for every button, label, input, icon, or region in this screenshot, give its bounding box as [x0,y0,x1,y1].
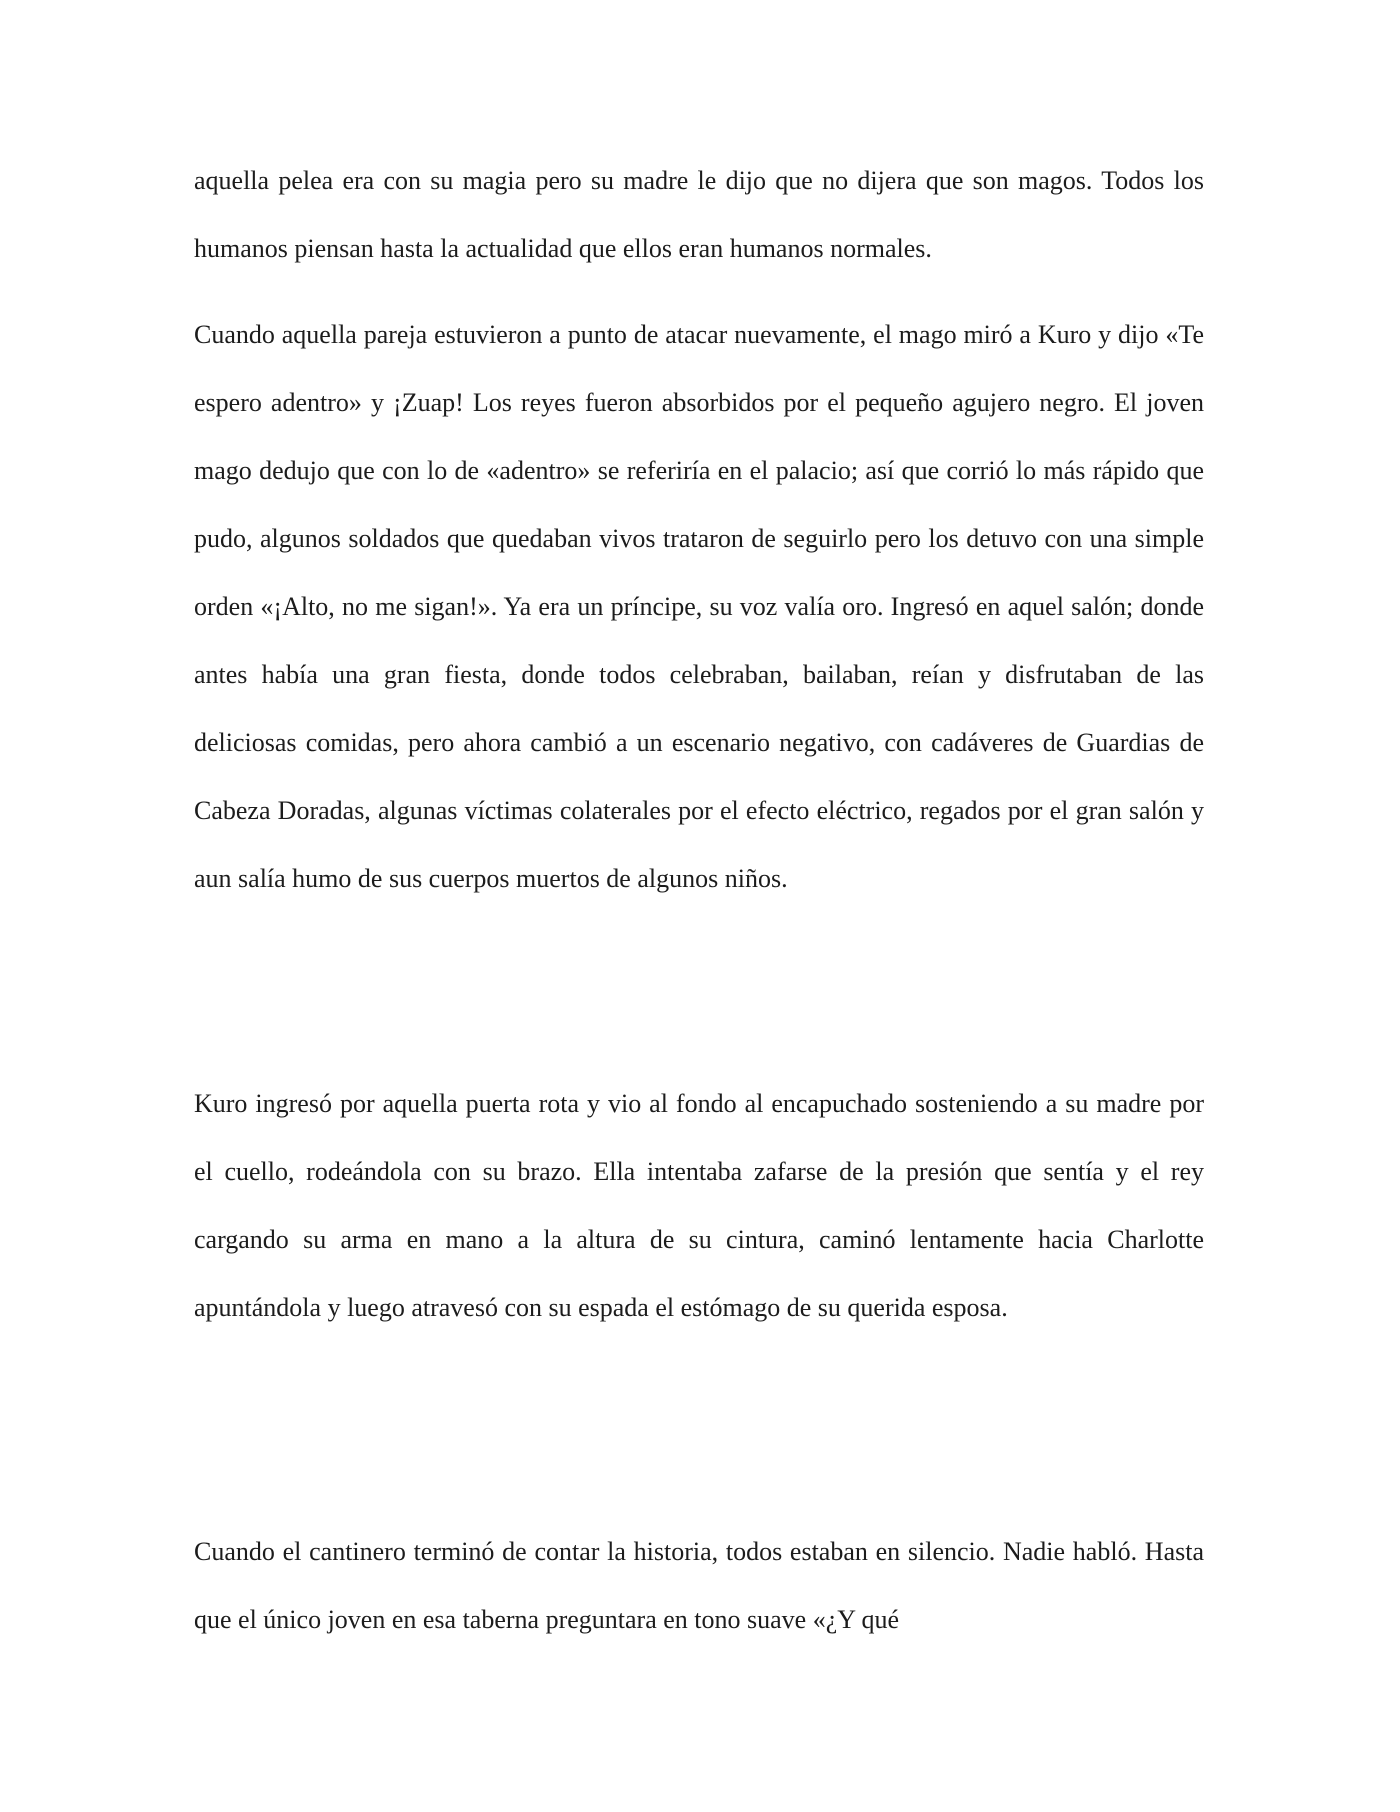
body-text-block [194,1518,1204,1654]
paragraph: Cuando el cantinero terminó de contar la historia, todos estaban en silencio. Nadie habló. Hasta que el único joven en esa taberna preguntara en tono suave «¿Y qué [194,1537,1204,1634]
body-text-block [194,147,1204,283]
paragraph: Cuando aquella pareja estuvieron a punto de atacar nuevamente, el mago miró a Kuro y dijo «Te espero adentro» y ¡Zuap! Los reyes fueron absorbidos por el pequeño agujero negro. El joven mago dedujo que con lo de «adentro» se referiría en el palacio; así que corrió lo más rápido que pudo, algunos soldados que quedaban vivos trataron de seguirlo pero los detuvo con una simple orden «¡Alto, no me sigan!». Ya era un príncipe, su voz valía oro. Ingresó en aquel salón; donde antes había una gran fiesta, donde todos celebraban, bailaban, reían y disfrutaban de las deliciosas comidas, pero ahora cambió a un escenario negativo, con cadáveres de Guardias de Cabeza Doradas, algunas víctimas colaterales por el efecto eléctrico, regados por el gran salón y aun salía humo de sus cuerpos muertos de algunos niños. [194,320,1204,893]
body-text-block [194,301,1204,913]
paragraph: aquella pelea era con su magia pero su madre le dijo que no dijera que son magos. Todos los humanos piensan hasta la actualidad que ellos eran humanos normales. [194,166,1204,263]
paragraph: Kuro ingresó por aquella puerta rota y vio al fondo al encapuchado sosteniendo a su madre por el cuello, rodeándola con su brazo. Ella intentaba zafarse de la presión que sentía y el rey cargando su arma en mano a la altura de su cintura, caminó lentamente hacia Charlotte apuntándola y luego atravesó con su espada el estómago de su querida esposa. [194,1089,1204,1322]
body-text-block [194,1070,1204,1342]
